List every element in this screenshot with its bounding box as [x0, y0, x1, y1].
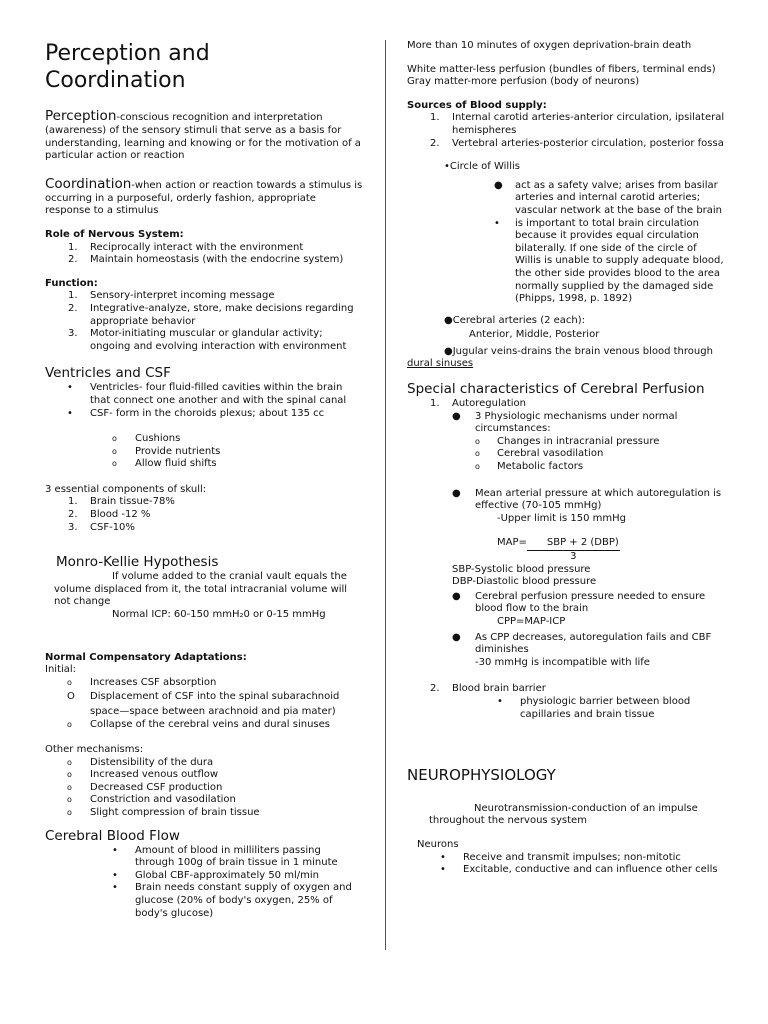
- list-item: 1. Sensory-interpret incoming message: [68, 290, 275, 302]
- coordination-heading: Coordination: [45, 175, 132, 192]
- perception-heading: Perception: [45, 108, 117, 124]
- dbp-definition: DBP-Diastolic blood pressure: [452, 576, 597, 588]
- initial-label: Initial:: [45, 664, 77, 676]
- list-item: o Provide nutrients: [112, 445, 221, 457]
- list-item: o Increased venous outflow: [67, 769, 219, 781]
- neurophysiology-heading: NEUROPHYSIOLOGY: [407, 766, 556, 785]
- dural-sinuses: dural sinuses: [407, 358, 474, 370]
- cbf-heading: Cerebral Blood Flow: [45, 827, 180, 844]
- list-item: 2. Blood brain barrier: [430, 683, 546, 695]
- neurons-label: Neurons: [417, 838, 459, 850]
- list-item: ● As CPP decreases, autoregulation fails and CBF diminishes: [452, 631, 712, 656]
- page-title: Perception and Coordination: [45, 41, 210, 93]
- list-item: o Slight compression of brain tissue: [67, 806, 260, 818]
- list-item: o Collapse of the cerebral veins and dural sinuses: [67, 719, 331, 731]
- perception-definition: Perception-conscious recognition and interpretation (awareness) of the sensory stimuli that serve as a basis for understanding, learning and knowing or for the motivation of a particular action or reaction: [45, 108, 361, 162]
- left-column: [45, 40, 363, 920]
- list-item: • Global CBF-approximately 50 ml/min: [112, 869, 319, 881]
- monro-text: If volume added to the cranial vault equals the volume displaced from it, the total intracranial volume will not change: [54, 571, 348, 608]
- compensatory-heading: Normal Compensatory Adaptations:: [45, 651, 247, 663]
- list-item: o Increases CSF absorption: [67, 676, 217, 688]
- list-item: o Decreased CSF production: [67, 781, 223, 793]
- list-item: 2. Maintain homeostasis (with the endocrine system): [68, 254, 344, 266]
- list-item: o Constriction and vasodilation: [67, 794, 236, 806]
- list-item: 2. Integrative-analyze, store, make decisions regarding appropriate behavior: [68, 302, 354, 327]
- list-item: o Changes in intracranial pressure: [475, 435, 660, 447]
- list-item: ● Cerebral perfusion pressure needed to ensure blood flow to the brain: [452, 590, 706, 615]
- normal-icp: Normal ICP: 60-150 mmH₂0 or 0-15 mmHg: [112, 609, 326, 621]
- list-item: o Metabolic factors: [475, 461, 584, 473]
- ventricles-heading: Ventricles and CSF: [45, 365, 171, 382]
- list-item: • Brain needs constant supply of oxygen and glucose (20% of body's oxygen, 25% of body's glucose): [112, 882, 352, 919]
- map-formula: MAP= SBP + 2 (DBP) 3: [497, 537, 619, 562]
- list-item: • Receive and transmit impulses; non-mitotic: [440, 851, 681, 863]
- list-item: 1. Autoregulation: [430, 398, 527, 410]
- list-item: • Ventricles- four fluid-filled cavities within the brain that connect one another and with the spinal canal: [67, 382, 347, 406]
- sbp-definition: SBP-Systolic blood pressure: [452, 563, 591, 575]
- role-heading: Role of Nervous System:: [45, 228, 184, 240]
- cpp-formula: CPP=MAP-ICP: [497, 615, 566, 627]
- list-item: o Cushions: [112, 433, 181, 445]
- list-item: o Distensibility of the dura: [67, 756, 214, 768]
- oxygen-note: More than 10 minutes of oxygen deprivation-brain death: [407, 40, 692, 51]
- list-item: 2. Blood -12 %: [68, 509, 151, 521]
- list-item: 3. Motor-initiating muscular or glandular activity; ongoing and evolving interaction with environment: [68, 328, 347, 352]
- right-column: [407, 40, 725, 877]
- list-item: 1. Brain tissue-78%: [68, 496, 175, 508]
- list-item: • Excitable, conductive and can influence other cells: [440, 864, 718, 876]
- sources-heading: Sources of Blood supply:: [407, 99, 547, 111]
- column-divider: [385, 40, 386, 950]
- monro-heading: Monro-Kellie Hypothesis: [56, 554, 219, 571]
- coordination-definition: Coordination-when action or reaction towards a stimulus is occurring in a purposeful, orderly fashion, appropriate response to a stimulus: [45, 175, 363, 217]
- list-item: 1. Internal carotid arteries-anterior circulation, ipsilateral hemispheres: [430, 112, 725, 136]
- white-matter-note: White matter-less perfusion (bundles of fibers, terminal ends): [407, 63, 716, 75]
- perfusion-heading: Special characteristics of Cerebral Perfusion: [407, 381, 705, 398]
- list-item: • physiologic barrier between blood capillaries and brain tissue: [497, 695, 691, 720]
- list-item: o Cerebral vasodilation: [475, 448, 604, 460]
- list-item: o Allow fluid shifts: [112, 458, 217, 470]
- gray-matter-note: Gray matter-more perfusion (body of neurons): [407, 76, 640, 88]
- other-label: Other mechanisms:: [45, 744, 144, 755]
- cerebral-arteries-list: Anterior, Middle, Posterior: [469, 329, 600, 341]
- upper-limit: -Upper limit is 150 mmHg: [497, 512, 627, 524]
- list-item: 2. Vertebral arteries-posterior circulation, posterior fossa: [430, 137, 724, 149]
- skull-heading: 3 essential components of skull:: [45, 483, 207, 495]
- list-item: O Displacement of CSF into the spinal subarachnoid space—space between arachnoid and pia mater): [67, 691, 340, 718]
- function-heading: Function:: [45, 277, 98, 289]
- list-item: • Amount of blood in milliliters passing through 100g of brain tissue in 1 minute: [112, 844, 338, 869]
- circle-of-willis-label: •Circle of Willis: [444, 161, 520, 173]
- jugular-veins: ●Jugular veins-drains the brain venous blood through: [444, 345, 713, 357]
- list-item: ● 3 Physiologic mechanisms under normal circumstances:: [452, 410, 678, 435]
- list-item: ● Mean arterial pressure at which autoregulation is effective (70-105 mmHg): [452, 487, 722, 512]
- list-item: • CSF- form in the choroids plexus; about 135 cc: [67, 407, 325, 419]
- cpp-incompatible: -30 mmHg is incompatible with life: [475, 656, 650, 668]
- cerebral-arteries-label: ●Cerebral arteries (2 each):: [444, 314, 586, 326]
- neurotransmission-text: Neurotransmission-conduction of an impulse throughout the nervous system: [429, 802, 698, 827]
- list-item: 3. CSF-10%: [68, 521, 135, 533]
- list-item: • is important to total brain circulation because it provides equal circulation bilaterally. If one side of the circle of Willis is unable to supply adequate blood, the other side provides blood to the area normally supplied by the damaged side (Phipps, 1998, p. 1892): [494, 217, 724, 305]
- list-item: ● act as a safety valve; arises from basilar arteries and internal carotid arteries; vascular network at the base of the brain: [494, 179, 723, 216]
- list-item: 1. Reciprocally interact with the environment: [68, 241, 304, 253]
